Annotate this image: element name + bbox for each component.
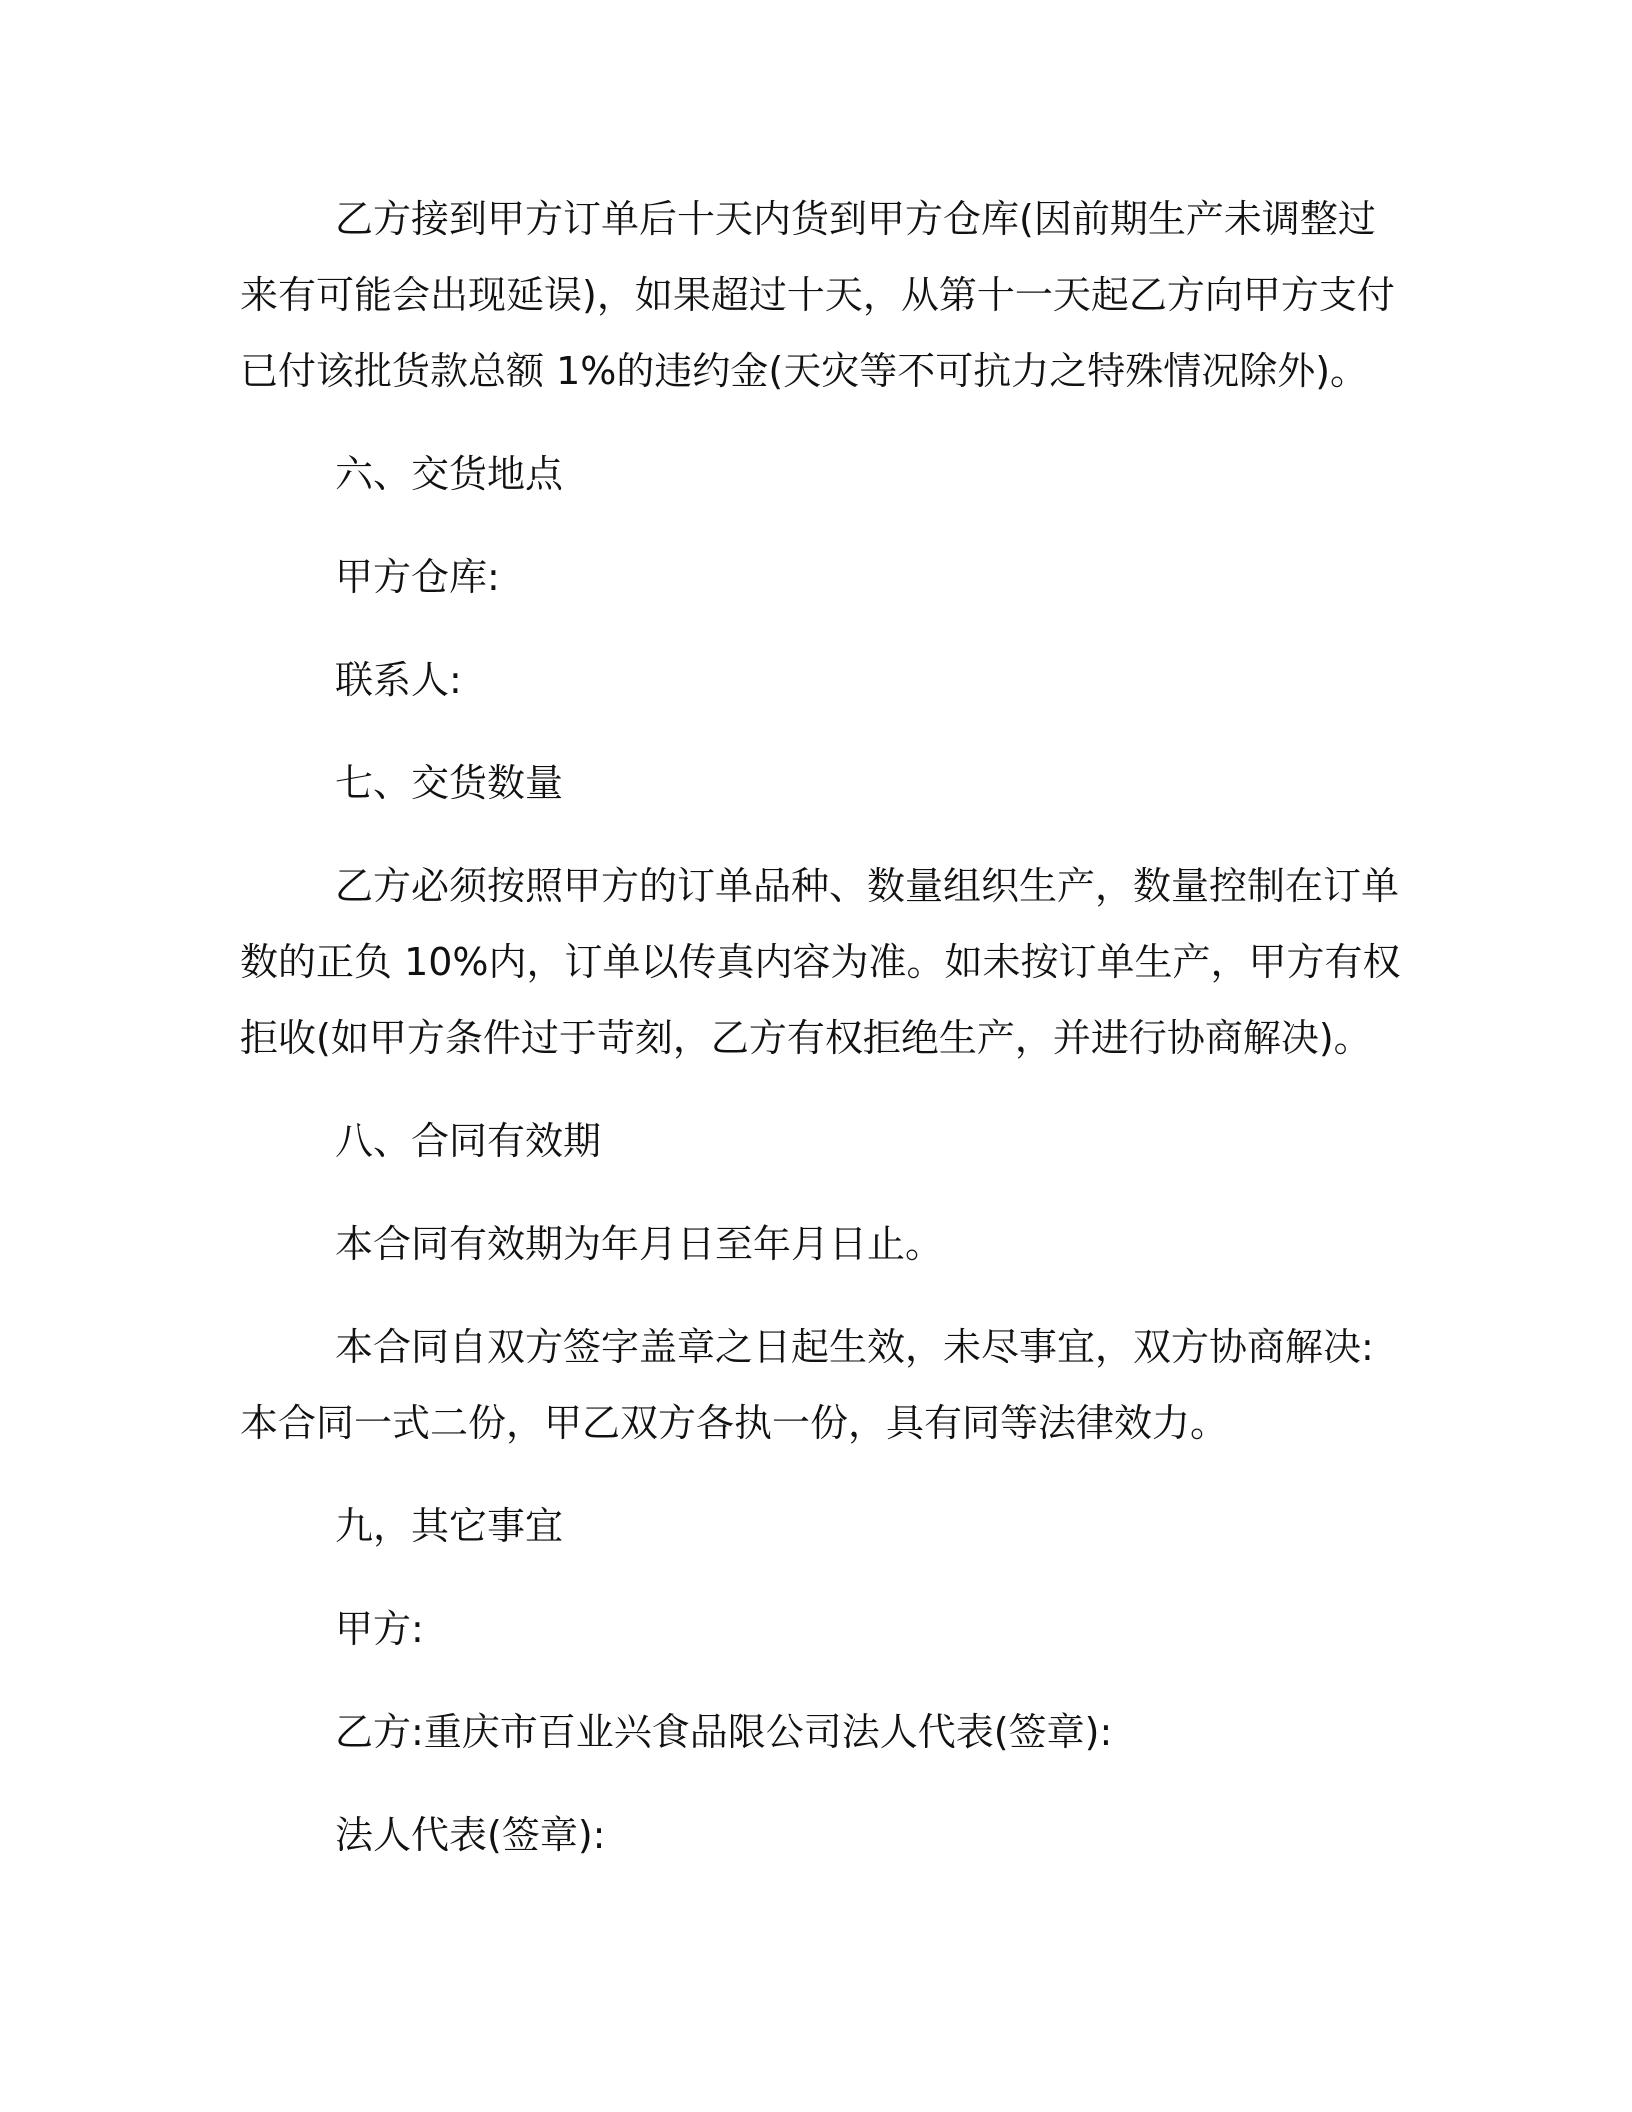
warehouse-label: 甲方仓库: — [335, 555, 500, 599]
quantity-clause-line-3: 拒收(如甲方条件过于苛刻，乙方有权拒绝生产，并进行协商解决)。 — [240, 1016, 1372, 1060]
effect-clause-line-1: 本合同自双方签字盖章之日起生效，未尽事宜，双方协商解决: — [335, 1325, 1374, 1369]
legal-rep-label: 法人代表(签章): — [335, 1813, 606, 1857]
delivery-clause-line-1: 乙方接到甲方订单后十天内货到甲方仓库(因前期生产未调整过 — [335, 197, 1376, 241]
quantity-clause-line-1: 乙方必须按照甲方的订单品种、数量组织生产，数量控制在订单 — [335, 864, 1400, 908]
contact-label: 联系人: — [335, 658, 462, 702]
quantity-clause-line-2: 数的正负 10%内，订单以传真内容为准。如未按订单生产，甲方有权 — [240, 940, 1401, 984]
section-8-heading: 八、合同有效期 — [335, 1119, 602, 1163]
party-a-label: 甲方: — [335, 1607, 424, 1651]
section-9-heading: 九，其它事宜 — [335, 1504, 564, 1548]
delivery-clause-line-2: 来有可能会出现延误)，如果超过十天，从第十一天起乙方向甲方支付 — [240, 273, 1395, 317]
effect-clause-line-2: 本合同一式二份，甲乙双方各执一份，具有同等法律效力。 — [240, 1401, 1229, 1445]
section-7-heading: 七、交货数量 — [335, 761, 564, 805]
party-b-label: 乙方:重庆市百业兴食品限公司法人代表(签章): — [335, 1710, 1113, 1754]
delivery-clause-line-3: 已付该批货款总额 1%的违约金(天灾等不可抗力之特殊情况除外)。 — [240, 349, 1369, 393]
section-6-heading: 六、交货地点 — [335, 452, 564, 496]
validity-text: 本合同有效期为年月日至年月日止。 — [335, 1222, 944, 1266]
